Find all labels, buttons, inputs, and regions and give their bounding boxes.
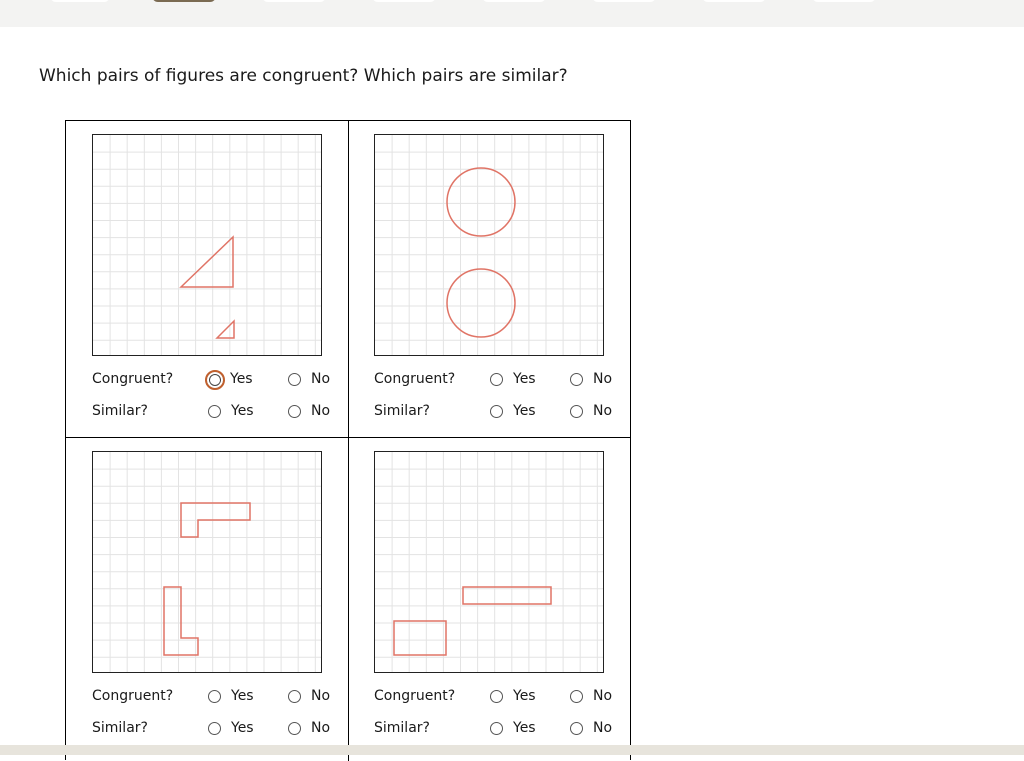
- congruent-row: [374, 368, 630, 392]
- figures-l-shapes: [93, 452, 321, 672]
- similar-label: Similar?: [92, 720, 148, 736]
- yes-label: Yes: [231, 403, 254, 419]
- no-label: No: [311, 371, 331, 387]
- congruent-yes-radio[interactable]: [490, 690, 503, 703]
- yes-label: Yes: [513, 371, 536, 387]
- rotated-l-shape: [181, 503, 250, 537]
- toolbar-tab[interactable]: [262, 0, 326, 2]
- toolbar-tab[interactable]: [592, 0, 656, 2]
- similar-yes-radio[interactable]: [490, 722, 503, 735]
- similar-row: [92, 717, 348, 741]
- similar-label: Similar?: [374, 403, 430, 419]
- question-table: [65, 120, 631, 760]
- toolbar-tab[interactable]: [702, 0, 766, 2]
- congruent-yes-radio[interactable]: [205, 370, 225, 390]
- graph-triangles: [92, 134, 322, 356]
- toolbar-tab[interactable]: [482, 0, 546, 2]
- pair-cell-rectangles: [348, 438, 630, 754]
- small-rectangle: [394, 621, 446, 655]
- upper-circle: [447, 168, 515, 236]
- similar-row: [92, 400, 348, 424]
- congruent-label: Congruent?: [374, 371, 456, 387]
- pair-cell-triangles: [66, 121, 348, 437]
- similar-label: Similar?: [374, 720, 430, 736]
- similar-no-radio[interactable]: [570, 405, 583, 418]
- long-rectangle: [463, 587, 551, 604]
- pair-cell-l-shapes: [66, 438, 348, 754]
- similar-yes-radio[interactable]: [490, 405, 503, 418]
- yes-label: Yes: [231, 720, 254, 736]
- similar-yes-radio[interactable]: [208, 722, 221, 735]
- congruent-label: Congruent?: [92, 688, 174, 704]
- no-label: No: [311, 403, 331, 419]
- congruent-no-radio[interactable]: [570, 690, 583, 703]
- congruent-no-radio[interactable]: [288, 373, 301, 386]
- similar-label: Similar?: [92, 403, 148, 419]
- pair-cell-circles: [348, 121, 630, 437]
- graph-circles: [374, 134, 604, 356]
- congruent-yes-radio[interactable]: [490, 373, 503, 386]
- no-label: No: [593, 720, 613, 736]
- graph-l-shapes: [92, 451, 322, 673]
- figures-circles: [375, 135, 603, 355]
- graph-rectangles: [374, 451, 604, 673]
- no-label: No: [311, 688, 331, 704]
- question-text: Which pairs of figures are congruent? Which pairs are similar?: [39, 66, 568, 86]
- similar-no-radio[interactable]: [288, 722, 301, 735]
- upright-l-shape: [164, 587, 198, 655]
- yes-label: Yes: [513, 720, 536, 736]
- toolbar-tab[interactable]: [50, 0, 110, 2]
- no-label: No: [593, 371, 613, 387]
- congruent-row: [374, 685, 630, 709]
- top-toolbar: [0, 0, 1024, 27]
- similar-yes-radio[interactable]: [208, 405, 221, 418]
- congruent-row: [92, 685, 348, 709]
- toolbar-tab-active[interactable]: [152, 0, 216, 2]
- yes-label: Yes: [231, 688, 254, 704]
- no-label: No: [593, 403, 613, 419]
- yes-label: Yes: [513, 688, 536, 704]
- congruent-no-radio[interactable]: [288, 690, 301, 703]
- toolbar-tab[interactable]: [372, 0, 436, 2]
- yes-label: Yes: [513, 403, 536, 419]
- congruent-label: Congruent?: [92, 371, 174, 387]
- similar-no-radio[interactable]: [288, 405, 301, 418]
- congruent-yes-radio[interactable]: [208, 690, 221, 703]
- similar-no-radio[interactable]: [570, 722, 583, 735]
- no-label: No: [311, 720, 331, 736]
- similar-row: [374, 717, 630, 741]
- small-triangle: [217, 321, 234, 338]
- yes-label: Yes: [230, 371, 253, 387]
- congruent-row: [92, 368, 348, 392]
- figures-triangles: [93, 135, 321, 355]
- toolbar-tab[interactable]: [812, 0, 876, 2]
- no-label: No: [593, 688, 613, 704]
- congruent-no-radio[interactable]: [570, 373, 583, 386]
- lower-circle: [447, 269, 515, 337]
- bottom-bar: [0, 745, 1024, 755]
- large-triangle: [181, 237, 233, 287]
- congruent-label: Congruent?: [374, 688, 456, 704]
- similar-row: [374, 400, 630, 424]
- figures-rectangles: [375, 452, 603, 672]
